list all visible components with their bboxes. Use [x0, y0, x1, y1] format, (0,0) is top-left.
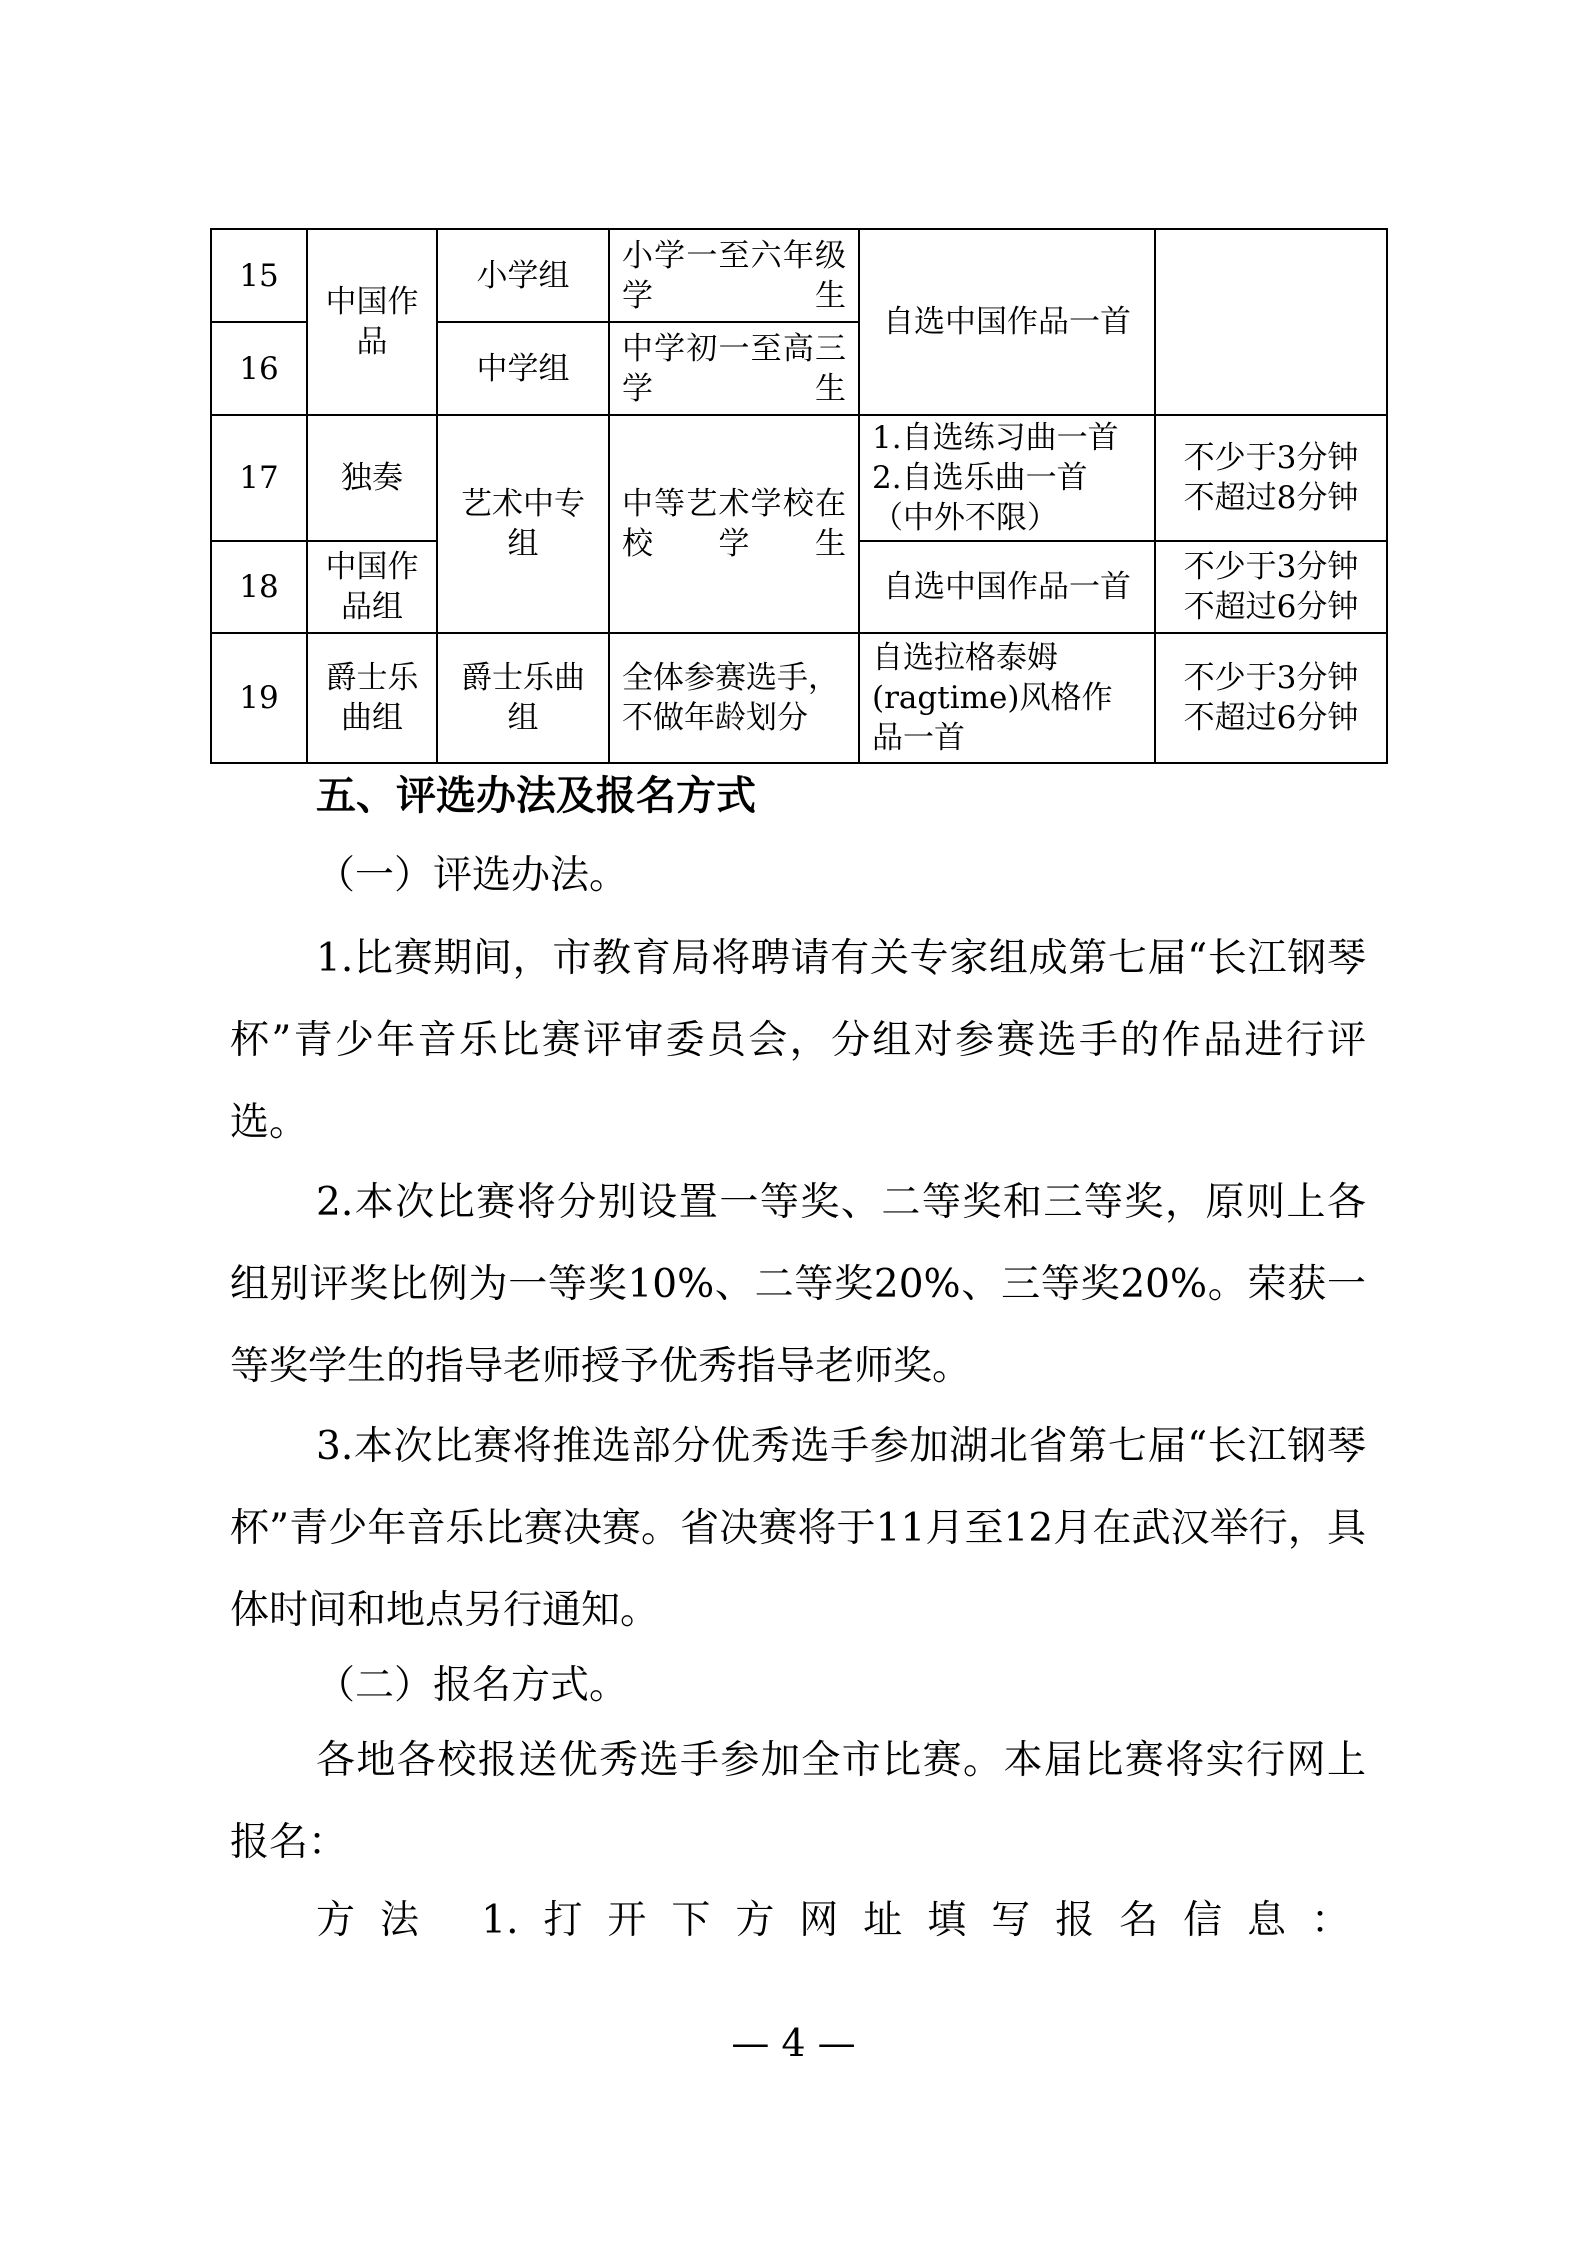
- category-cell: 中国作品组: [307, 541, 437, 633]
- group-cell: 中学组: [437, 322, 609, 415]
- group-cell: 爵士乐曲组: [437, 633, 609, 763]
- row-number: 18: [211, 541, 307, 633]
- eligibility-cell: 小学一至六年级学生: [609, 229, 859, 322]
- duration-min: 不少于3分钟: [1183, 440, 1359, 476]
- group-cell: 艺术中专组: [437, 415, 609, 633]
- paragraph-awards: 2.本次比赛将分别设置一等奖、二等奖和三等奖，原则上各组别评奖比例为一等奖10%、二等奖20%、三等奖20%。荣获一等奖学生的指导老师授予优秀指导老师奖。: [230, 1180, 1366, 1389]
- row-number: 15: [211, 229, 307, 322]
- page-number: — 4 —: [731, 2021, 856, 2065]
- requirement-cell: 自选中国作品一首: [859, 229, 1155, 415]
- category-cell: 中国作品: [307, 229, 437, 415]
- requirement-line: 1.自选练习曲一首: [872, 420, 1119, 456]
- subsection-heading: （二）报名方式。: [316, 1663, 629, 1708]
- eligibility-cell: 中学初一至高三学生: [609, 322, 859, 415]
- section-heading: 五、评选办法及报名方式: [316, 772, 756, 819]
- duration-max: 不超过8分钟: [1183, 480, 1359, 516]
- duration-max: 不超过6分钟: [1183, 700, 1359, 736]
- requirement-line: 2.自选乐曲一首: [872, 460, 1088, 496]
- paragraph-method: 方法 1.打开下方网址填写报名信息：: [316, 1898, 1350, 1943]
- row-number: 16: [211, 322, 307, 415]
- duration-min: 不少于3分钟: [1183, 549, 1359, 585]
- category-cell: 爵士乐曲组: [307, 633, 437, 763]
- requirement-cell: 自选拉格泰姆(ragtime)风格作品一首: [859, 633, 1155, 763]
- category-cell: 独奏: [307, 415, 437, 541]
- requirement-cell: [859, 415, 1155, 541]
- table-row: [211, 415, 1387, 541]
- table-row: [211, 229, 1387, 322]
- requirement-line: （中外不限）: [872, 500, 1058, 536]
- row-number: 17: [211, 415, 307, 541]
- requirement-cell: 自选中国作品一首: [859, 541, 1155, 633]
- duration-cell: [1155, 633, 1387, 763]
- duration-min: 不少于3分钟: [1183, 660, 1359, 696]
- duration-cell: [1155, 415, 1387, 541]
- paragraph-judging-committee: 1.比赛期间，市教育局将聘请有关专家组成第七届“长江钢琴杯”青少年音乐比赛评审委员会，分组对参赛选手的作品进行评选。: [230, 936, 1366, 1145]
- subsection-heading: （一）评选办法。: [316, 853, 629, 898]
- duration-max: 不超过6分钟: [1183, 589, 1359, 625]
- paragraph-registration: 各地各校报送优秀选手参加全市比赛。本届比赛将实行网上报名：: [230, 1738, 1366, 1865]
- table-row: [211, 633, 1387, 763]
- paragraph-provincial-final: 3.本次比赛将推选部分优秀选手参加湖北省第七届“长江钢琴杯”青少年音乐比赛决赛。省决赛将于11月至12月在武汉举行，具体时间和地点另行通知。: [230, 1424, 1366, 1633]
- group-cell: 小学组: [437, 229, 609, 322]
- competition-table: [210, 228, 1388, 764]
- row-number: 19: [211, 633, 307, 763]
- duration-cell: [1155, 541, 1387, 633]
- eligibility-cell: 全体参赛选手，不做年龄划分: [609, 633, 859, 763]
- duration-cell-empty: [1155, 229, 1387, 415]
- eligibility-cell: 中等艺术学校在校学生: [609, 415, 859, 633]
